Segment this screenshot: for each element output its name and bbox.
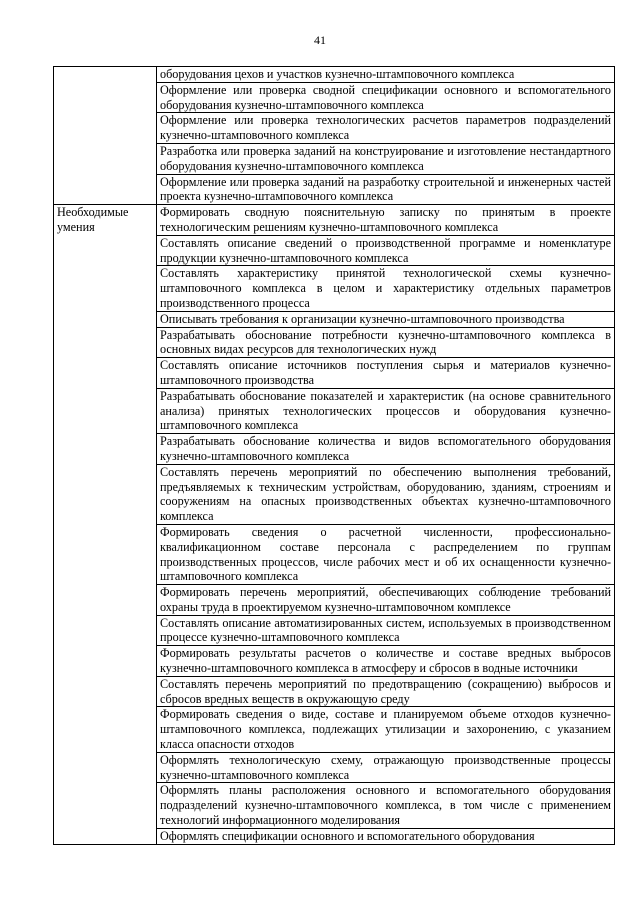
table-cell bbox=[157, 646, 615, 677]
table-row bbox=[54, 205, 615, 236]
cell-text: Составлять описание сведений о производственной программе и номенклатуре продукции кузнечно-штамповочного комплекса bbox=[160, 235, 611, 265]
row-label-cell: Необходимые умения bbox=[54, 205, 157, 844]
table-cell bbox=[157, 327, 615, 358]
requirements-table bbox=[53, 66, 615, 845]
table-cell bbox=[157, 174, 615, 205]
cell-text: Формировать сведения о расчетной численности, профессионально-квалификационном составе персонала с распределением по группам производственных процессов, числе рабочих мест и об их оснащенности кузнечно-штамповочного комплекса bbox=[160, 524, 611, 584]
cell-text: Разработка или проверка заданий на конструирование и изготовление нестандартного оборудования кузнечно-штамповочного комплекса bbox=[160, 143, 611, 173]
table-cell bbox=[157, 707, 615, 752]
page-number: 41 bbox=[314, 33, 326, 47]
cell-text: Разрабатывать обоснование потребности кузнечно-штамповочного комплекса в основных видах ресурсов для технологических нужд bbox=[160, 327, 611, 357]
cell-text: Оформление или проверка заданий на разработку строительной и инженерных частей проекта кузнечно-штамповочного комплекса bbox=[160, 174, 611, 204]
cell-text: Оформление или проверка технологических расчетов параметров подразделений кузнечно-штамповочного комплекса bbox=[160, 113, 611, 143]
table-cell bbox=[157, 434, 615, 465]
cell-text: Формировать сводную пояснительную записку по принятым в проекте технологическим решениям кузнечно-штамповочного комплекса bbox=[160, 205, 611, 234]
table-cell bbox=[157, 615, 615, 646]
table-cell bbox=[157, 358, 615, 389]
table-cell bbox=[157, 311, 615, 327]
table-cell bbox=[157, 524, 615, 584]
table-cell bbox=[157, 205, 615, 236]
cell-text: Разрабатывать обоснование показателей и характеристик (на основе сравнительного анализа) принятых технологических процессов и оборудования кузнечно-штамповочного комплекса bbox=[160, 388, 611, 433]
table-cell bbox=[157, 388, 615, 433]
cell-text: Оформлять технологическую схему, отражающую производственные процессы кузнечно-штамповочного комплекса bbox=[160, 752, 611, 782]
cell-text: Формировать сведения о виде, составе и планируемом объеме отходов кузнечно-штамповочного комплекса, подлежащих утилизации и захоронению, с указанием класса опасности отходов bbox=[160, 707, 611, 752]
cell-text: Формировать результаты расчетов о количестве и составе вредных выбросов кузнечно-штамповочного комплекса в атмосферу и сбросов в водные источники bbox=[160, 646, 611, 676]
table-cell bbox=[157, 143, 615, 174]
cell-text: Оформление или проверка сводной спецификации основного и вспомогательного оборудования кузнечно-штамповочного комплекса bbox=[160, 82, 611, 112]
cell-text: Разрабатывать обоснование количества и видов вспомогательного оборудования кузнечно-штамповочного комплекса bbox=[160, 434, 611, 463]
cell-text: Описывать требования к организации кузнечно-штамповочного производства bbox=[160, 311, 565, 326]
requirements-table-body bbox=[54, 67, 615, 845]
cell-text: Составлять перечень мероприятий по предотвращению (сокращению) выбросов и сбросов вредных веществ в окружающую среду bbox=[160, 676, 611, 706]
table-row bbox=[54, 67, 615, 83]
cell-text: Формировать перечень мероприятий, обеспечивающих соблюдение требований охраны труда в проектируемом кузнечно-штамповочном комплексе bbox=[160, 585, 611, 614]
row-label-cell bbox=[54, 67, 157, 205]
table-cell bbox=[157, 113, 615, 144]
cell-text: Составлять характеристику принятой технологической схемы кузнечно-штамповочного комплекса в целом и характеристику отдельных параметров производственного процесса bbox=[160, 266, 611, 310]
cell-text: Составлять перечень мероприятий по обеспечению выполнения требований, предъявляемых к техническим устройствам, оборудованию, зданиям, строениям и сооружениям на опасных производственных объектах кузнечно-штамповочного комплекса bbox=[160, 464, 611, 524]
table-cell bbox=[157, 67, 615, 83]
table-cell bbox=[157, 828, 615, 844]
table-cell bbox=[157, 82, 615, 113]
table-cell bbox=[157, 752, 615, 783]
table-cell bbox=[157, 676, 615, 707]
table-cell bbox=[157, 266, 615, 311]
cell-text: оборудования цехов и участков кузнечно-штамповочного комплекса bbox=[160, 67, 515, 81]
table-cell bbox=[157, 235, 615, 266]
table-cell bbox=[157, 464, 615, 524]
cell-text: Составлять описание автоматизированных систем, используемых в производственном процессе кузнечно-штамповочного комплекса bbox=[160, 615, 611, 645]
table-cell bbox=[157, 585, 615, 616]
table-cell bbox=[157, 783, 615, 828]
cell-text: Оформлять планы расположения основного и вспомогательного оборудования подразделений кузнечно-штамповочного комплекса, в том числе с применением технологий информационного моделирования bbox=[160, 783, 611, 828]
cell-text: Оформлять спецификации основного и вспомогательного оборудования bbox=[160, 828, 535, 843]
cell-text: Составлять описание источников поступления сырья и материалов кузнечно-штамповочного производства bbox=[160, 358, 611, 387]
